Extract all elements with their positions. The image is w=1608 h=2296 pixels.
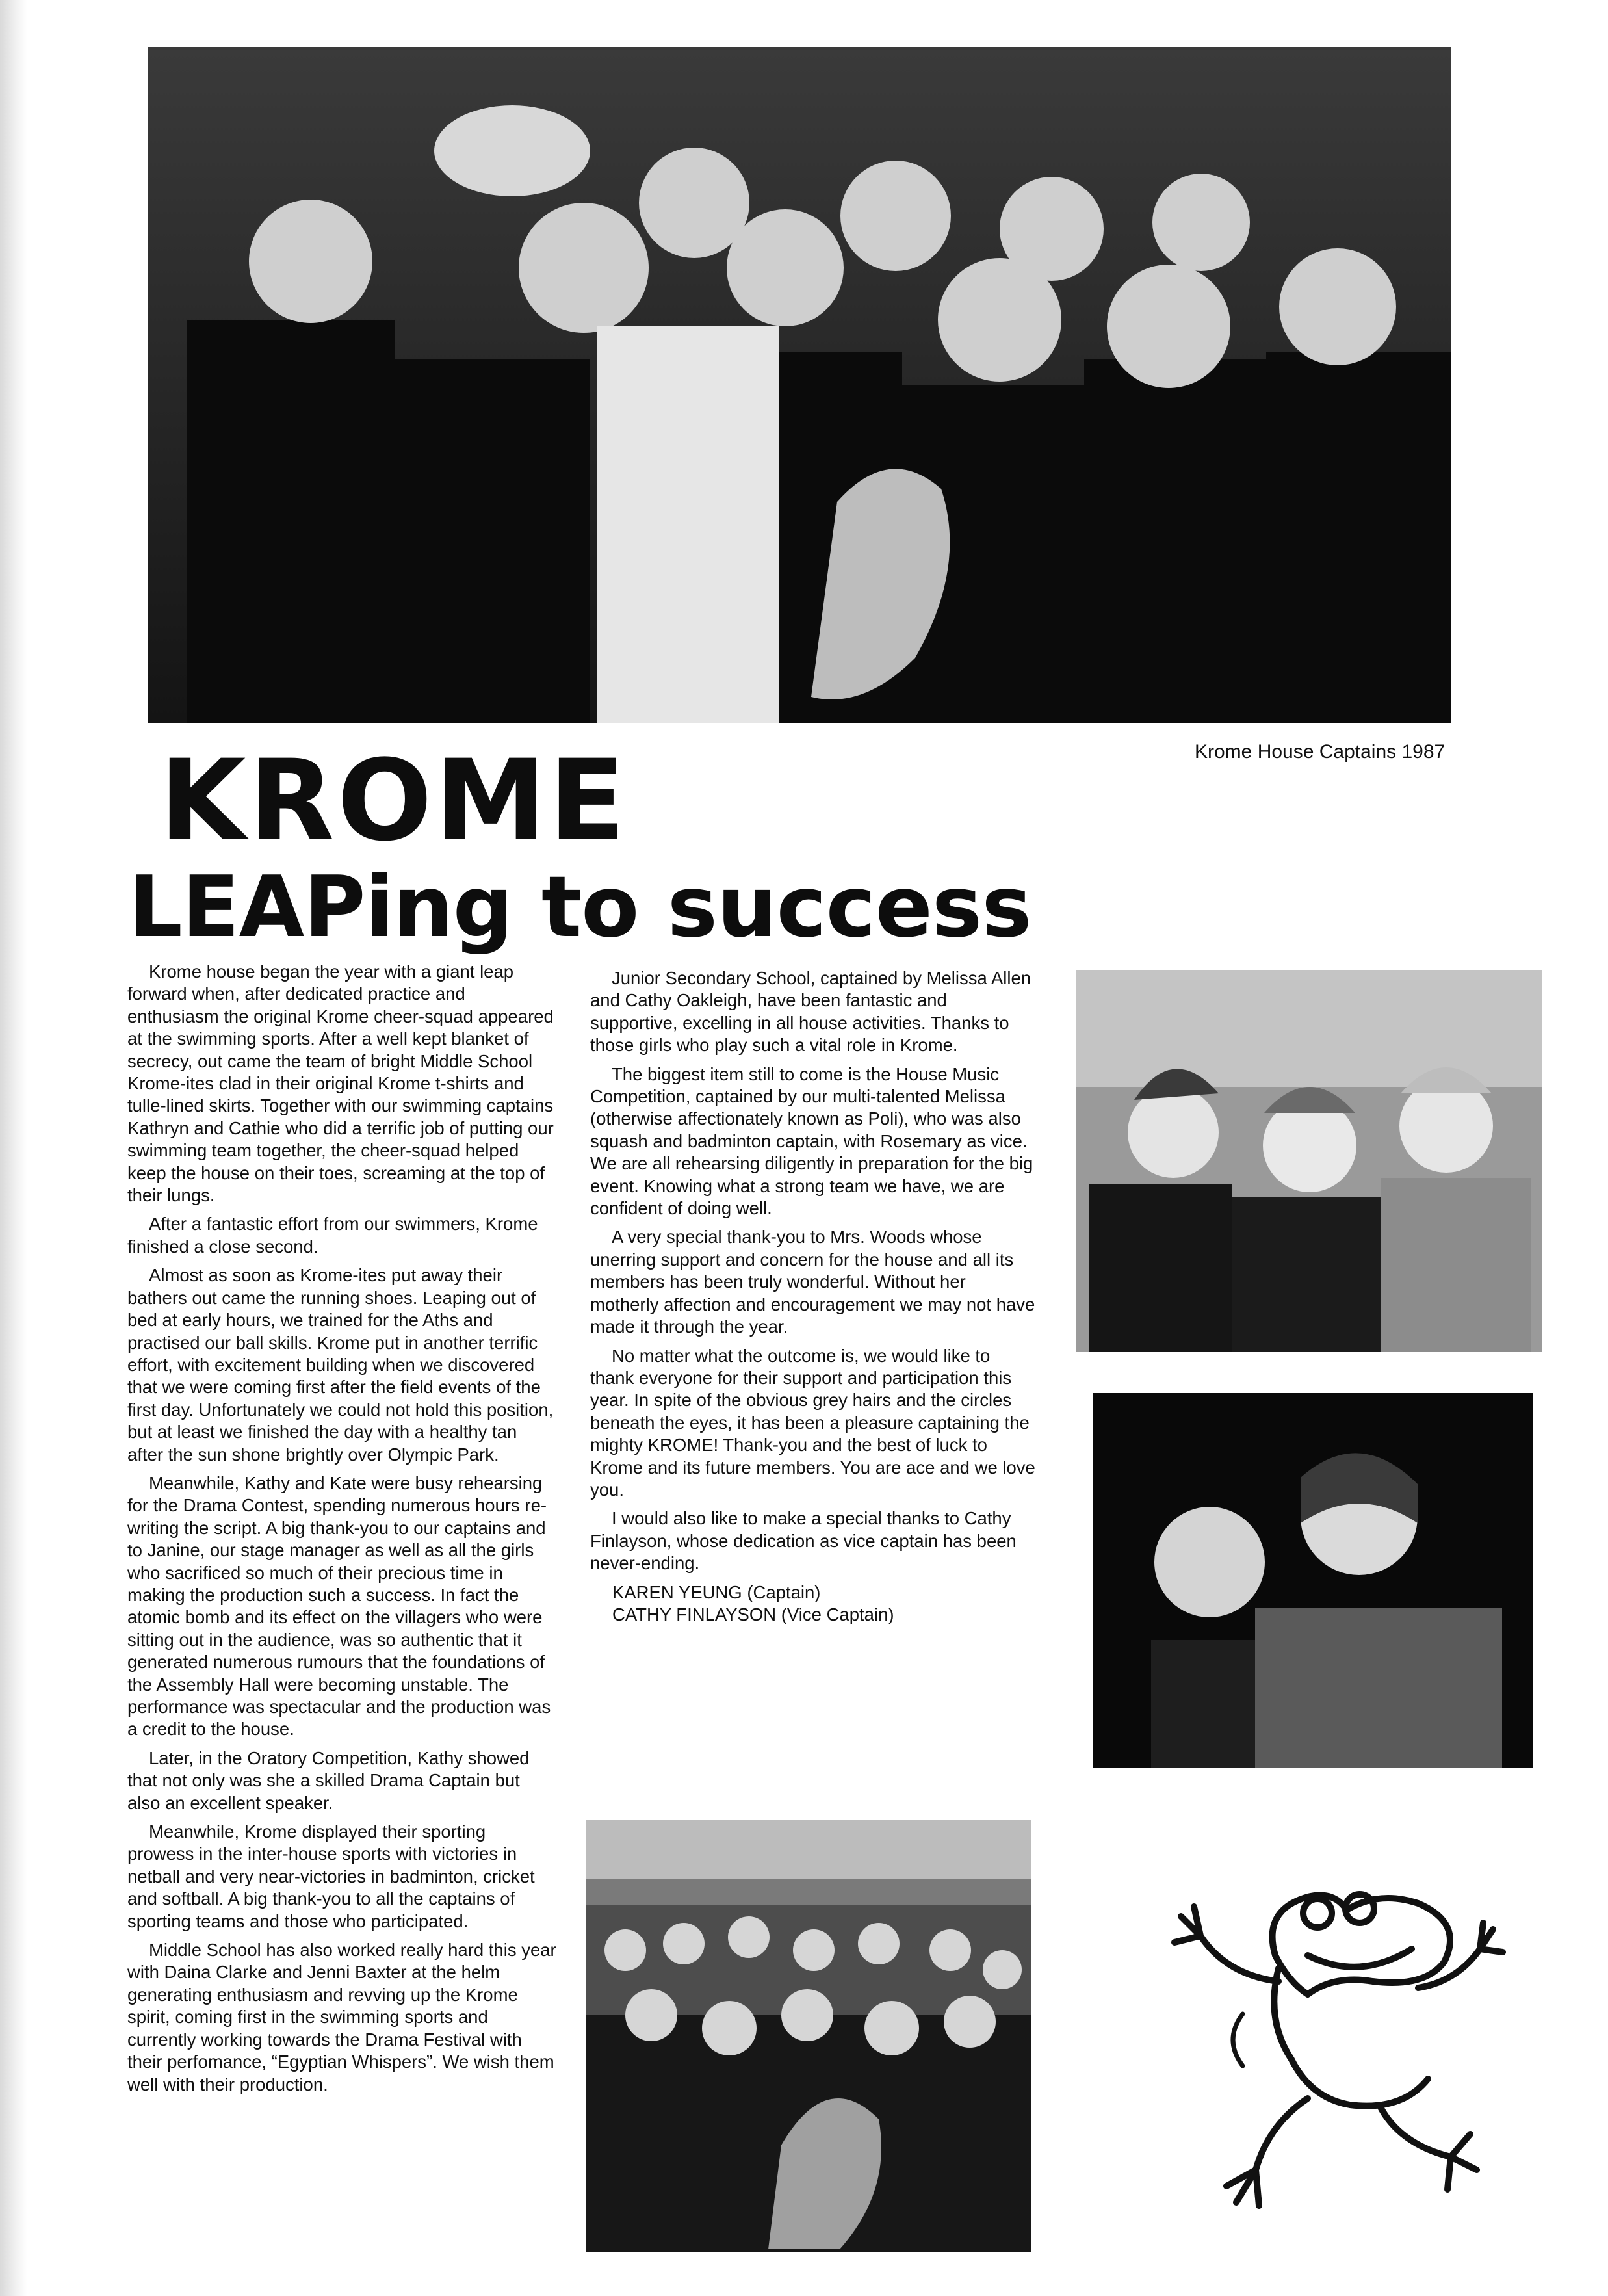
article-paragraph: Meanwhile, Krome displayed their sporting prowess in the inter-house sports with victories in netball and very near-victories in badminton, cricket and softball. A big thank-you to all the captains of sporting teams and those who participated.: [127, 1821, 535, 1931]
article-paragraph: Junior Secondary School, captained by Melissa Allen and Cathy Oakleigh, have been fantastic and supportive, excelling in all house activities. Thanks to those girls who play such a vital role in Krome.: [590, 968, 1031, 1056]
article-paragraph: No matter what the outcome is, we would like to thank everyone for their support and participation this year. In spite of the obvious grey hairs and the circles beneath the eyes, it has been a pleasure captaining the mighty KROME! Thank-you and the best of luck to Krome and its future members. You are ace and we love you.: [590, 1345, 1035, 1500]
article-paragraph: Meanwhile, Kathy and Kate were busy rehearsing for the Drama Contest, spending numerous hours re-writing the script. A big thank-you to our captains and to Janine, our stage manager as well as all the girls who sacrificed so much of their precious time in making the production such a success. In fact the atomic bomb and its effect on the villagers who were sitting out in the audience, was so authentic that it generated numerous rumours that the foundations of the Assembly Hall were becoming unstable. The performance was spectacular and the production was a credit to the house.: [127, 1472, 551, 1740]
article-paragraph: The biggest item still to come is the House Music Competition, captained by our multi-talented Melissa (otherwise affectionately known as Poli), who was also squash and badminton captain, with Rosemary as vice. We are all rehearsing diligently in preparation for the big event. Knowing what a strong team we have, we are confident of doing well.: [590, 1063, 1033, 1219]
main-photo-caption: Krome House Captains 1987: [1195, 741, 1446, 763]
headline-title: KROME: [159, 735, 628, 866]
article-paragraph: Almost as soon as Krome-ites put away their bathers out came the running shoes. Leaping out of bed at early hours, we trained for the Aths and practised our ball skills. Krome put in another terrific effort, with excitement building when we discovered that we were coming first after the field events of the first day. Unfortunately we could not hold this position, but at least we finished the day with a healthy tan after the sun shone brightly over Olympic Park.: [127, 1265, 554, 1465]
article-paragraph: I would also like to make a special thanks to Cathy Finlayson, whose dedication as vice captain has been never-ending.: [590, 1508, 1017, 1574]
two-girls-photo: [1093, 1393, 1533, 1768]
headline-subtitle: LEAPing to success: [129, 857, 1031, 956]
article-paragraph: Later, in the Oratory Competition, Kathy showed that not only was she a skilled Drama Captain but also an excellent speaker.: [127, 1747, 530, 1813]
article-paragraph: A very special thank-you to Mrs. Woods whose unerring support and concern for the house and all its members has been truly wonderful. Without her motherly affection and encouragement we may not have made it through the year.: [590, 1227, 1035, 1337]
page-binding-edge: [0, 0, 27, 2296]
article-column-right: [590, 967, 1039, 1626]
signature-captain: KAREN YEUNG (Captain): [612, 1582, 821, 1602]
main-group-photo: [148, 47, 1451, 723]
group-with-frog-photo: [586, 1820, 1031, 2252]
signature-vice-captain: CATHY FINLAYSON (Vice Captain): [612, 1604, 894, 1624]
article-paragraph: Krome house began the year with a giant leap forward when, after dedicated practice and enthusiasm the original Krome cheer-squad appeared at the swimming sports. After a well kept blanket of secrecy, out came the team of bright Middle School Krome-ites clad in their original Krome t-shirts and tulle-lined skirts. Together with our swimming captains Kathryn and Cathie who did a terrific job of putting our swimming team together, the cheer-squad helped keep the house on their toes, screaming at the top of their lungs.: [127, 961, 554, 1206]
article-paragraph: Middle School has also worked really hard this year with Daina Clarke and Jenni Baxter at the helm generating enthusiasm and revving up the Krome spirit, coming first in the swimming sports and currently working towards the Drama Festival with their perfomance, “Egyptian Whispers”. We wish them well with their production.: [127, 1940, 556, 2094]
article-column-left: [127, 961, 556, 2102]
frog-mascot-drawing: [1145, 1858, 1509, 2222]
article-paragraph: After a fantastic effort from our swimmers, Krome finished a close second.: [127, 1214, 538, 1257]
three-girls-photo: [1076, 970, 1542, 1352]
